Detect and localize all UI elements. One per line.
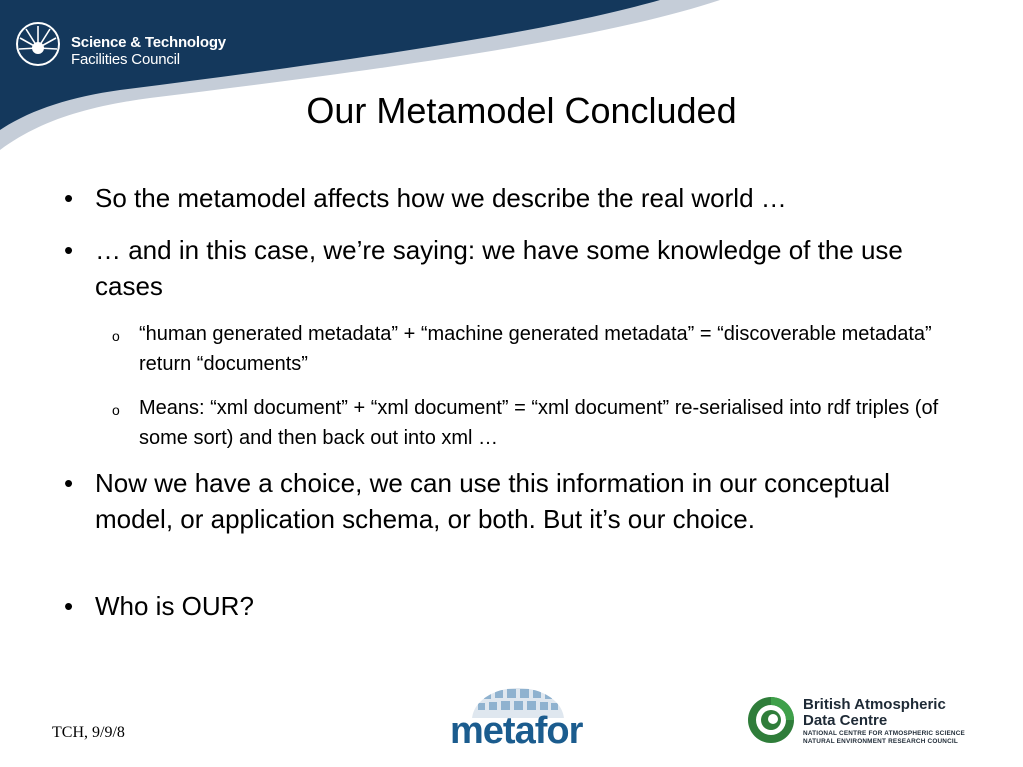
bullet-text: So the metamodel affects how we describe the real world …: [95, 183, 787, 213]
metafor-logo-text: metafor: [450, 710, 583, 752]
slide-title: Our Metamodel Concluded: [306, 90, 737, 131]
bullet-text: … and in this case, we’re saying: we have some knowledge of the use cases: [95, 235, 903, 301]
sub-bullet-marker: o: [112, 402, 120, 418]
stfc-logo-text: [71, 34, 226, 68]
bullet-text: Now we have a choice, we can use this information in our conceptual model, or application schema, or both. But it’s our choice.: [95, 468, 890, 534]
bullet-text: Who is OUR?: [95, 591, 254, 621]
bullet-marker: •: [64, 183, 74, 213]
badc-subtitle: [803, 730, 965, 746]
bullet-marker: •: [64, 591, 74, 621]
badc-subtitle-line1: NATIONAL CENTRE FOR ATMOSPHERIC SCIENCE: [803, 730, 966, 737]
sub-bullet-text: “human generated metadata” + “machine generated metadata” = “discoverable metadata” return “documents”: [139, 323, 932, 375]
badc-name-line1: British Atmospheric: [803, 696, 946, 713]
bullet-marker: •: [64, 235, 74, 265]
sub-bullet-text: Means: “xml document” + “xml document” = “xml document” re-serialised into rdf triples (of some sort) and then back out into xml …: [139, 397, 939, 449]
badc-name-line2: Data Centre: [803, 712, 888, 729]
org-name-line1: Science & Technology: [71, 34, 226, 51]
footer-tag: TCH, 9/9/8: [52, 724, 125, 741]
badc-logo-text: [803, 697, 946, 729]
bullet-marker: •: [64, 468, 74, 498]
badc-subtitle-line2: NATURAL ENVIRONMENT RESEARCH COUNCIL: [803, 738, 959, 745]
org-name-line2: Facilities Council: [71, 51, 180, 68]
badc-swirl-icon: [746, 695, 796, 745]
sub-bullet-marker: o: [112, 328, 120, 344]
